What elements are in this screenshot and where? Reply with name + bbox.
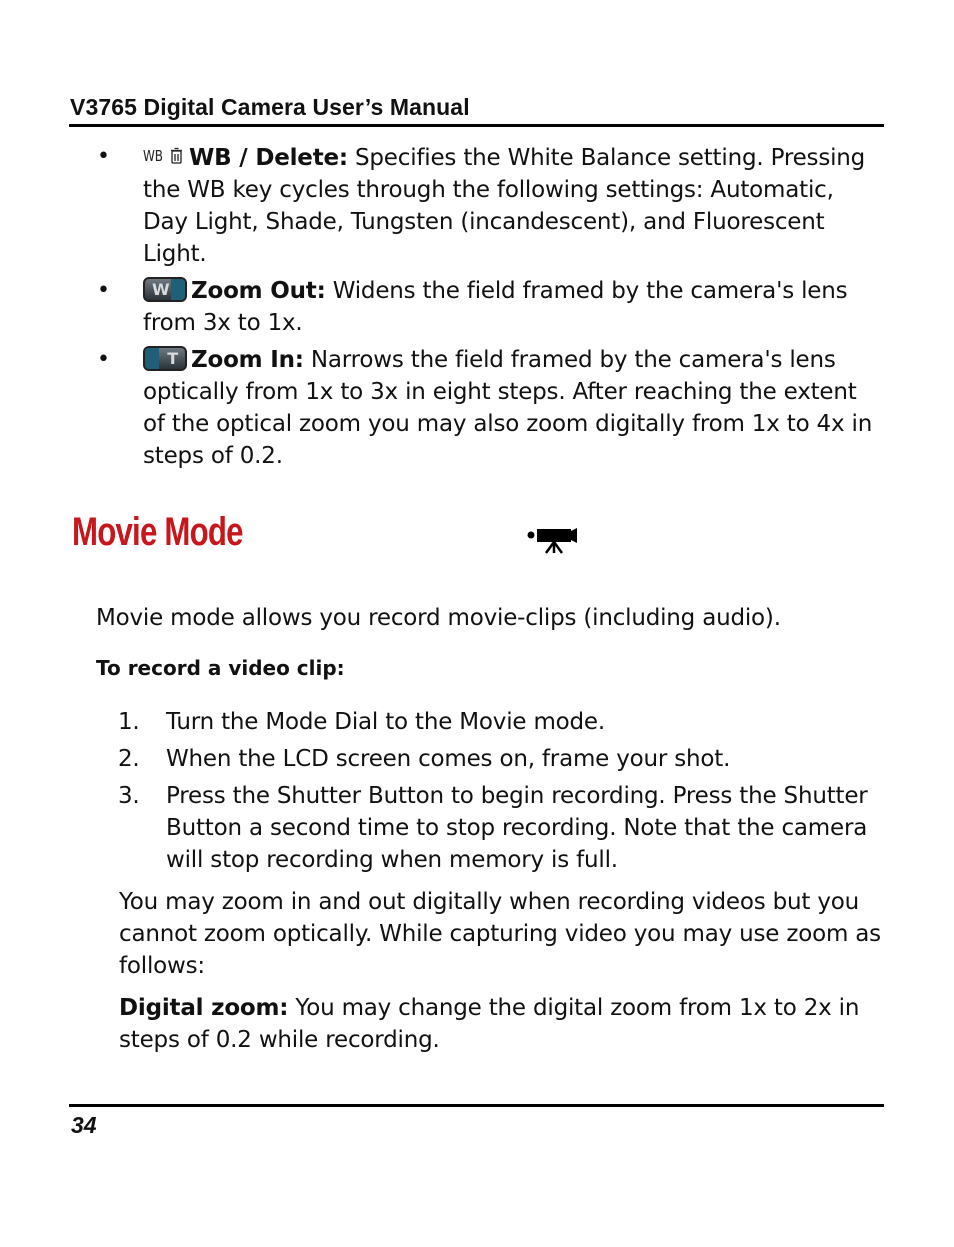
key-letter-w: W xyxy=(152,280,170,299)
step-number: 2. xyxy=(118,746,140,772)
list-item xyxy=(118,780,888,876)
bullet-dot: • xyxy=(97,347,110,372)
step-number: 1. xyxy=(118,709,140,735)
bullet-dot: • xyxy=(97,278,110,303)
list-item xyxy=(118,743,888,775)
desc-digital-zoom: You may change the digital zoom from 1x to 2x in steps of 0.2 while recording. xyxy=(119,995,860,1053)
list-item-zoom-in xyxy=(95,344,885,472)
header-rule xyxy=(69,124,884,127)
zoom-in-t-button-icon xyxy=(143,346,187,371)
list-item-zoom-out xyxy=(95,275,885,339)
step-number: 3. xyxy=(118,783,140,809)
desc-zoom-out: Widens the field framed by the camera's lens from 3x to 1x. xyxy=(143,278,848,336)
digital-zoom-paragraph xyxy=(119,992,889,1056)
desc-wb-delete: Specifies the White Balance setting. Pressing the WB key cycles through the following settings: Automatic, Day Light, Shade, Tungsten (incandescent), and Fluorescent Light. xyxy=(143,145,866,267)
list-item-wb-delete xyxy=(95,141,885,270)
record-video-subheading: To record a video clip: xyxy=(96,656,345,680)
step-text: Turn the Mode Dial to the Movie mode. xyxy=(166,709,605,735)
page-number: 34 xyxy=(71,1112,97,1138)
button-descriptions-list xyxy=(95,141,885,477)
record-steps-list xyxy=(118,706,888,881)
zoom-while-recording-paragraph: You may zoom in and out digitally when recording videos but you cannot zoom optically. While capturing video you may use zoom as follows: xyxy=(119,889,881,979)
svg-text:WB: WB xyxy=(143,147,163,164)
movie-camera-icon xyxy=(526,526,578,558)
key-letter-t: T xyxy=(167,349,178,368)
section-title-movie-mode: Movie Mode xyxy=(72,510,243,554)
bullet-dot: • xyxy=(97,144,110,169)
desc-zoom-in: Narrows the field framed by the camera's lens optically from 1x to 3x in eight steps. After reaching the extent of the optical zoom you may also zoom digitally from 1x to 4x in steps of 0.2. xyxy=(143,347,873,469)
term-wb-delete: WB / Delete: xyxy=(189,145,348,171)
wb-delete-icon xyxy=(143,141,187,173)
step-text: Press the Shutter Button to begin recording. Press the Shutter Button a second time to stop recording. Note that the camera will stop recording when memory is full. xyxy=(166,783,868,873)
term-digital-zoom: Digital zoom: xyxy=(119,995,289,1021)
movie-mode-intro: Movie mode allows you record movie-clips (including audio). xyxy=(96,605,781,631)
list-item xyxy=(118,706,888,738)
term-zoom-out: Zoom Out: xyxy=(191,278,326,304)
zoom-out-w-button-icon xyxy=(143,277,187,302)
manual-title: V3765 Digital Camera User’s Manual xyxy=(70,94,470,120)
term-zoom-in: Zoom In: xyxy=(191,347,304,373)
footer-rule xyxy=(69,1104,884,1107)
step-text: When the LCD screen comes on, frame your shot. xyxy=(166,746,731,772)
